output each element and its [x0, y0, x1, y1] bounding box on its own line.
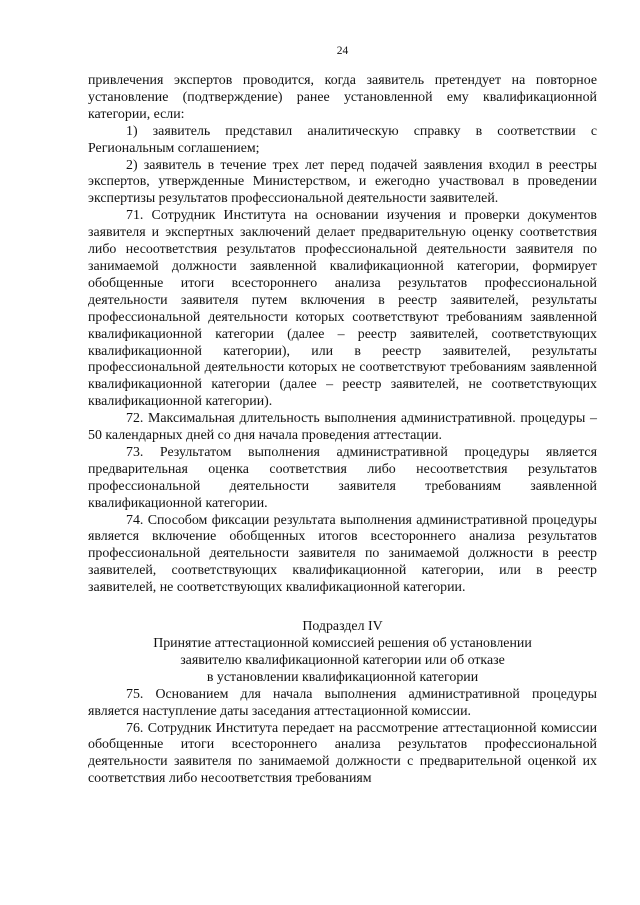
paragraph-72: 72. Максимальная длительность выполнения административной. процедуры – 50 календарных дней со дня начала проведения аттестации. — [88, 411, 597, 444]
list-item-1: 1) заявитель представил аналитическую справку в соответствии с Региональным соглашением; — [88, 123, 597, 156]
subsection-title-line-2: заявителю квалификационной категории или об отказе — [180, 652, 505, 668]
paragraph-75: 75. Основанием для начала выполнения административной процедуры является наступление даты заседания аттестационной комиссии. — [88, 686, 597, 719]
paragraph-continuation: привлечения экспертов проводится, когда заявитель претендует на повторное установление (подтверждение) ранее установленной ему квалификационной категории, если: — [88, 73, 597, 122]
paragraph-74: 74. Способом фиксации результата выполнения административной процедуры является включение обобщенных итогов всестороннего анализа результатов профессиональной деятельности заявителя по занимаемой должности в реестр заявителей, соответствующих квалификационной категории, или в реестр заявителей, не соответствующих квалификационной категории. — [88, 512, 597, 596]
page-number: 24 — [336, 45, 349, 57]
paragraph-71: 71. Сотрудник Института на основании изучения и проверки документов заявителя и экспертных заключений делает предварительную оценку соответствия либо несоответствия результатов профессиональной деятельности заявителя по занимаемой должности заявленной квалификационной категории, формирует обобщенные итоги всестороннего анализа результатов профессиональной деятельности заявителя путем включения в реестр заявителей, результаты профессиональной деятельности которых соответствуют требованиям заявленной квалификационной категории (далее – реестр заявителей, соответствующих квалификационной категории), или в реестр заявителей, результаты профессиональной деятельности которых не соответствуют требованиям заявленной квалификационной категории (далее – реестр заявителей, не соответствующих квалификационной категории). — [88, 208, 597, 410]
subsection-label: Подраздел IV — [302, 619, 383, 635]
subsection-title-line-1: Принятие аттестационной комиссией решения об установлении — [153, 636, 532, 651]
list-item-2: 2) заявитель в течение трех лет перед подачей заявления входил в реестры экспертов, утвержденные Министерством, и ежегодно участвовал в проведении экспертизы результатов профессиональной деятельности заявителей. — [88, 157, 597, 207]
paragraph-73: 73. Результатом выполнения административной процедуры является предварительная оценка соответствия либо несоответствия результатов профессиональной деятельности заявителя требованиям заявленной квалификационной категории. — [88, 444, 597, 511]
page-body — [88, 73, 597, 788]
paragraph-76: 76. Сотрудник Института передает на рассмотрение аттестационной комиссии обобщенные итоги всестороннего анализа результатов профессиональной деятельности заявителя по занимаемой должности с предварительной оценкой их соответствия либо несоответствия требованиям — [88, 720, 597, 787]
subsection-title-line-3: в установлении квалификационной категории — [206, 669, 479, 685]
